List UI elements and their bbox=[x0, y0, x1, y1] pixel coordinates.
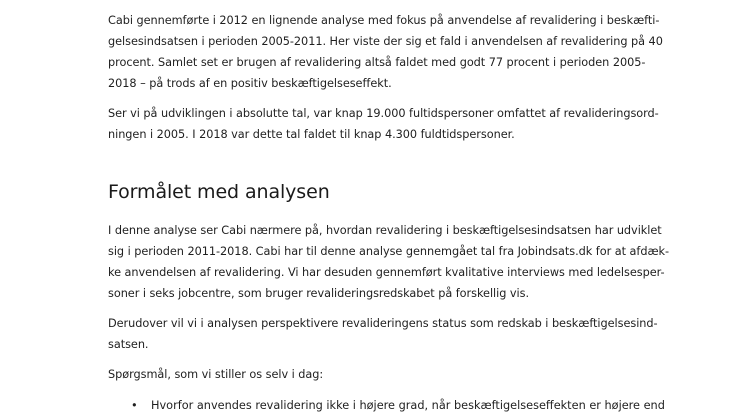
text-line: I denne analyse ser Cabi nærmere på, hvordan revalidering i beskæftigelsesindsatsen har udviklet bbox=[108, 224, 662, 237]
section-heading: Formålet med analysen bbox=[108, 181, 330, 203]
text-line: procent. Samlet set er brugen af revalidering altså faldet med godt 77 procent i perioden 2005- bbox=[108, 56, 646, 69]
section-paragraph-2 bbox=[108, 313, 658, 355]
text-line: Derudover vil vi i analysen perspektivere revalideringens status som redskab i beskæftigelsesind- bbox=[108, 317, 658, 330]
text-line: gelsesindsatsen i perioden 2005-2011. Her viste der sig et fald i anvendelsen af revalidering på 40 bbox=[108, 35, 663, 48]
section-paragraph-1 bbox=[108, 220, 670, 304]
text-line: ningen i 2005. I 2018 var dette tal faldet til knap 4.300 fuldtidspersoner. bbox=[108, 128, 515, 141]
bullet-point-icon: • bbox=[131, 399, 138, 412]
document-page bbox=[108, 10, 670, 416]
text-line: sig i perioden 2011-2018. Cabi har til denne analyse gennemgået tal fra Jobindsats.dk for at afdæk- bbox=[108, 245, 670, 258]
section-paragraph-3 bbox=[108, 364, 648, 385]
bullet-text: Hvorfor anvendes revalidering ikke i højere grad, når beskæftigelseseffekten er højere end bbox=[151, 399, 665, 412]
bullet-item bbox=[108, 395, 665, 416]
text-line: Ser vi på udviklingen i absolutte tal, var knap 19.000 fultidspersoner omfattet af revalideringsord- bbox=[108, 107, 659, 120]
text-line: Spørgsmål, som vi stiller os selv i dag: bbox=[108, 368, 324, 381]
text-line: Cabi gennemførte i 2012 en lignende analyse med fokus på anvendelse af revalidering i beskæfti- bbox=[108, 14, 660, 27]
intro-paragraph-1 bbox=[108, 10, 663, 94]
text-line: soner i seks jobcentre, som bruger revalideringsredskabet på forskellig vis. bbox=[108, 287, 529, 300]
intro-paragraph-2 bbox=[108, 103, 659, 145]
text-line: satsen. bbox=[108, 338, 149, 351]
text-line: ke anvendelsen af revalidering. Vi har desuden gennemført kvalitative interviews med ledelsesper- bbox=[108, 266, 665, 279]
text-line: 2018 – på trods af en positiv beskæftigelseseffekt. bbox=[108, 77, 392, 90]
